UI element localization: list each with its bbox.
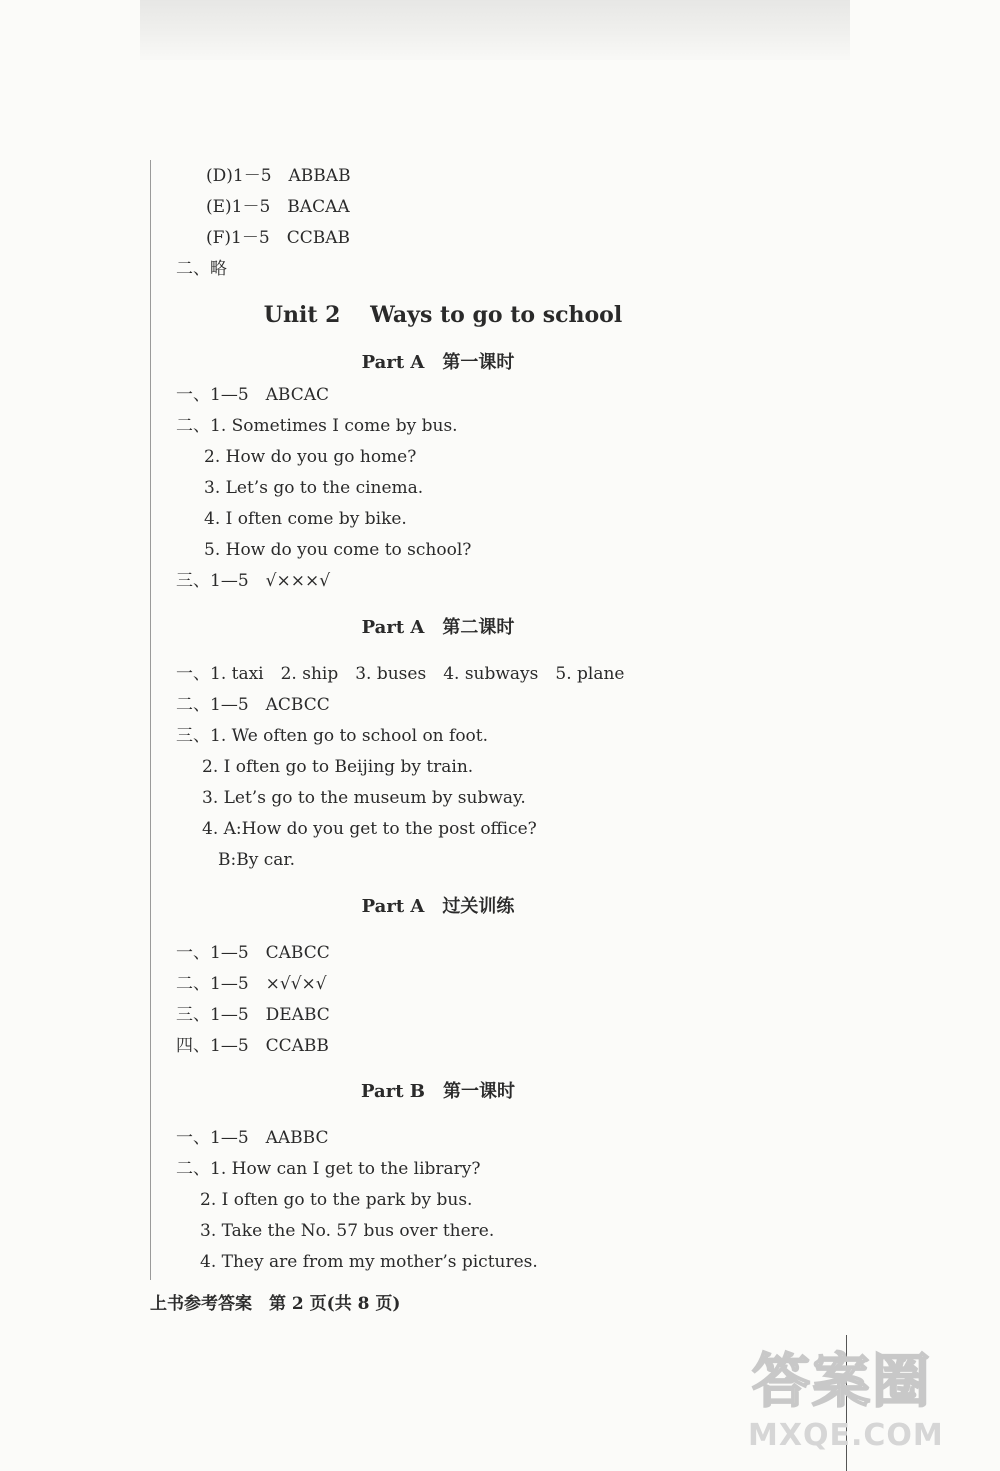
answer-line: 3. Take the No. 57 bus over there. [200, 1221, 495, 1241]
section-title-part-a-review: Part A 过关训练 [361, 896, 515, 917]
section-title-part-a-lesson-2: Part A 第二课时 [361, 617, 515, 638]
answer-line: 2. How do you go home? [204, 447, 417, 467]
answer-line: 三、1. We often go to school on foot. [176, 726, 489, 746]
left-margin-rule [150, 160, 151, 1280]
watermark-url: MXQE.COM [748, 1418, 944, 1453]
answer-line: 三、1—5 DEABC [176, 1005, 330, 1025]
answer-line: 3. Let’s go to the museum by subway. [202, 788, 526, 808]
answer-line: 4. I often come by bike. [204, 509, 407, 529]
answer-line: 二、1. Sometimes I come by bus. [176, 416, 458, 436]
answer-line-d: (D)1－5 ABBAB [206, 166, 351, 186]
answer-line: 一、1—5 AABBC [176, 1128, 329, 1148]
answer-line: 二、1—5 ACBCC [176, 695, 330, 715]
answer-line: 一、1. taxi 2. ship 3. buses 4. subways 5. plane [176, 664, 625, 684]
watermark-logo: 答案圈 [752, 1347, 933, 1415]
answer-line-f: (F)1－5 CCBAB [206, 228, 350, 248]
answer-line: 2. I often go to Beijing by train. [202, 757, 474, 777]
answer-line: 三、1—5 √×××√ [176, 571, 331, 591]
page-footer: 上书参考答案 第 2 页(共 8 页) [150, 1294, 401, 1314]
answer-line: 5. How do you come to school? [204, 540, 472, 560]
answer-line-omitted: 二、略 [176, 259, 227, 279]
answer-line: 3. Let’s go to the cinema. [204, 478, 424, 498]
answer-line: 4. They are from my mother’s pictures. [200, 1252, 538, 1272]
unit-title: Unit 2 Ways to go to school [263, 302, 623, 328]
answer-line: 4. A:How do you get to the post office? [202, 819, 537, 839]
watermark [722, 1348, 990, 1463]
answer-line: 一、1—5 ABCAC [176, 385, 330, 405]
answer-line-e: (E)1－5 BACAA [206, 197, 350, 217]
section-title-part-b-lesson-1: Part B 第一课时 [361, 1081, 515, 1102]
answer-line: B:By car. [218, 850, 296, 870]
answer-line: 2. I often go to the park by bus. [200, 1190, 473, 1210]
scan-top-noise [140, 0, 850, 60]
section-title-part-a-lesson-1: Part A 第一课时 [361, 352, 515, 373]
answer-line: 四、1—5 CCABB [176, 1036, 329, 1056]
answer-line: 二、1—5 ×√√×√ [176, 974, 327, 994]
answer-line: 二、1. How can I get to the library? [176, 1159, 481, 1179]
answer-line: 一、1—5 CABCC [176, 943, 330, 963]
